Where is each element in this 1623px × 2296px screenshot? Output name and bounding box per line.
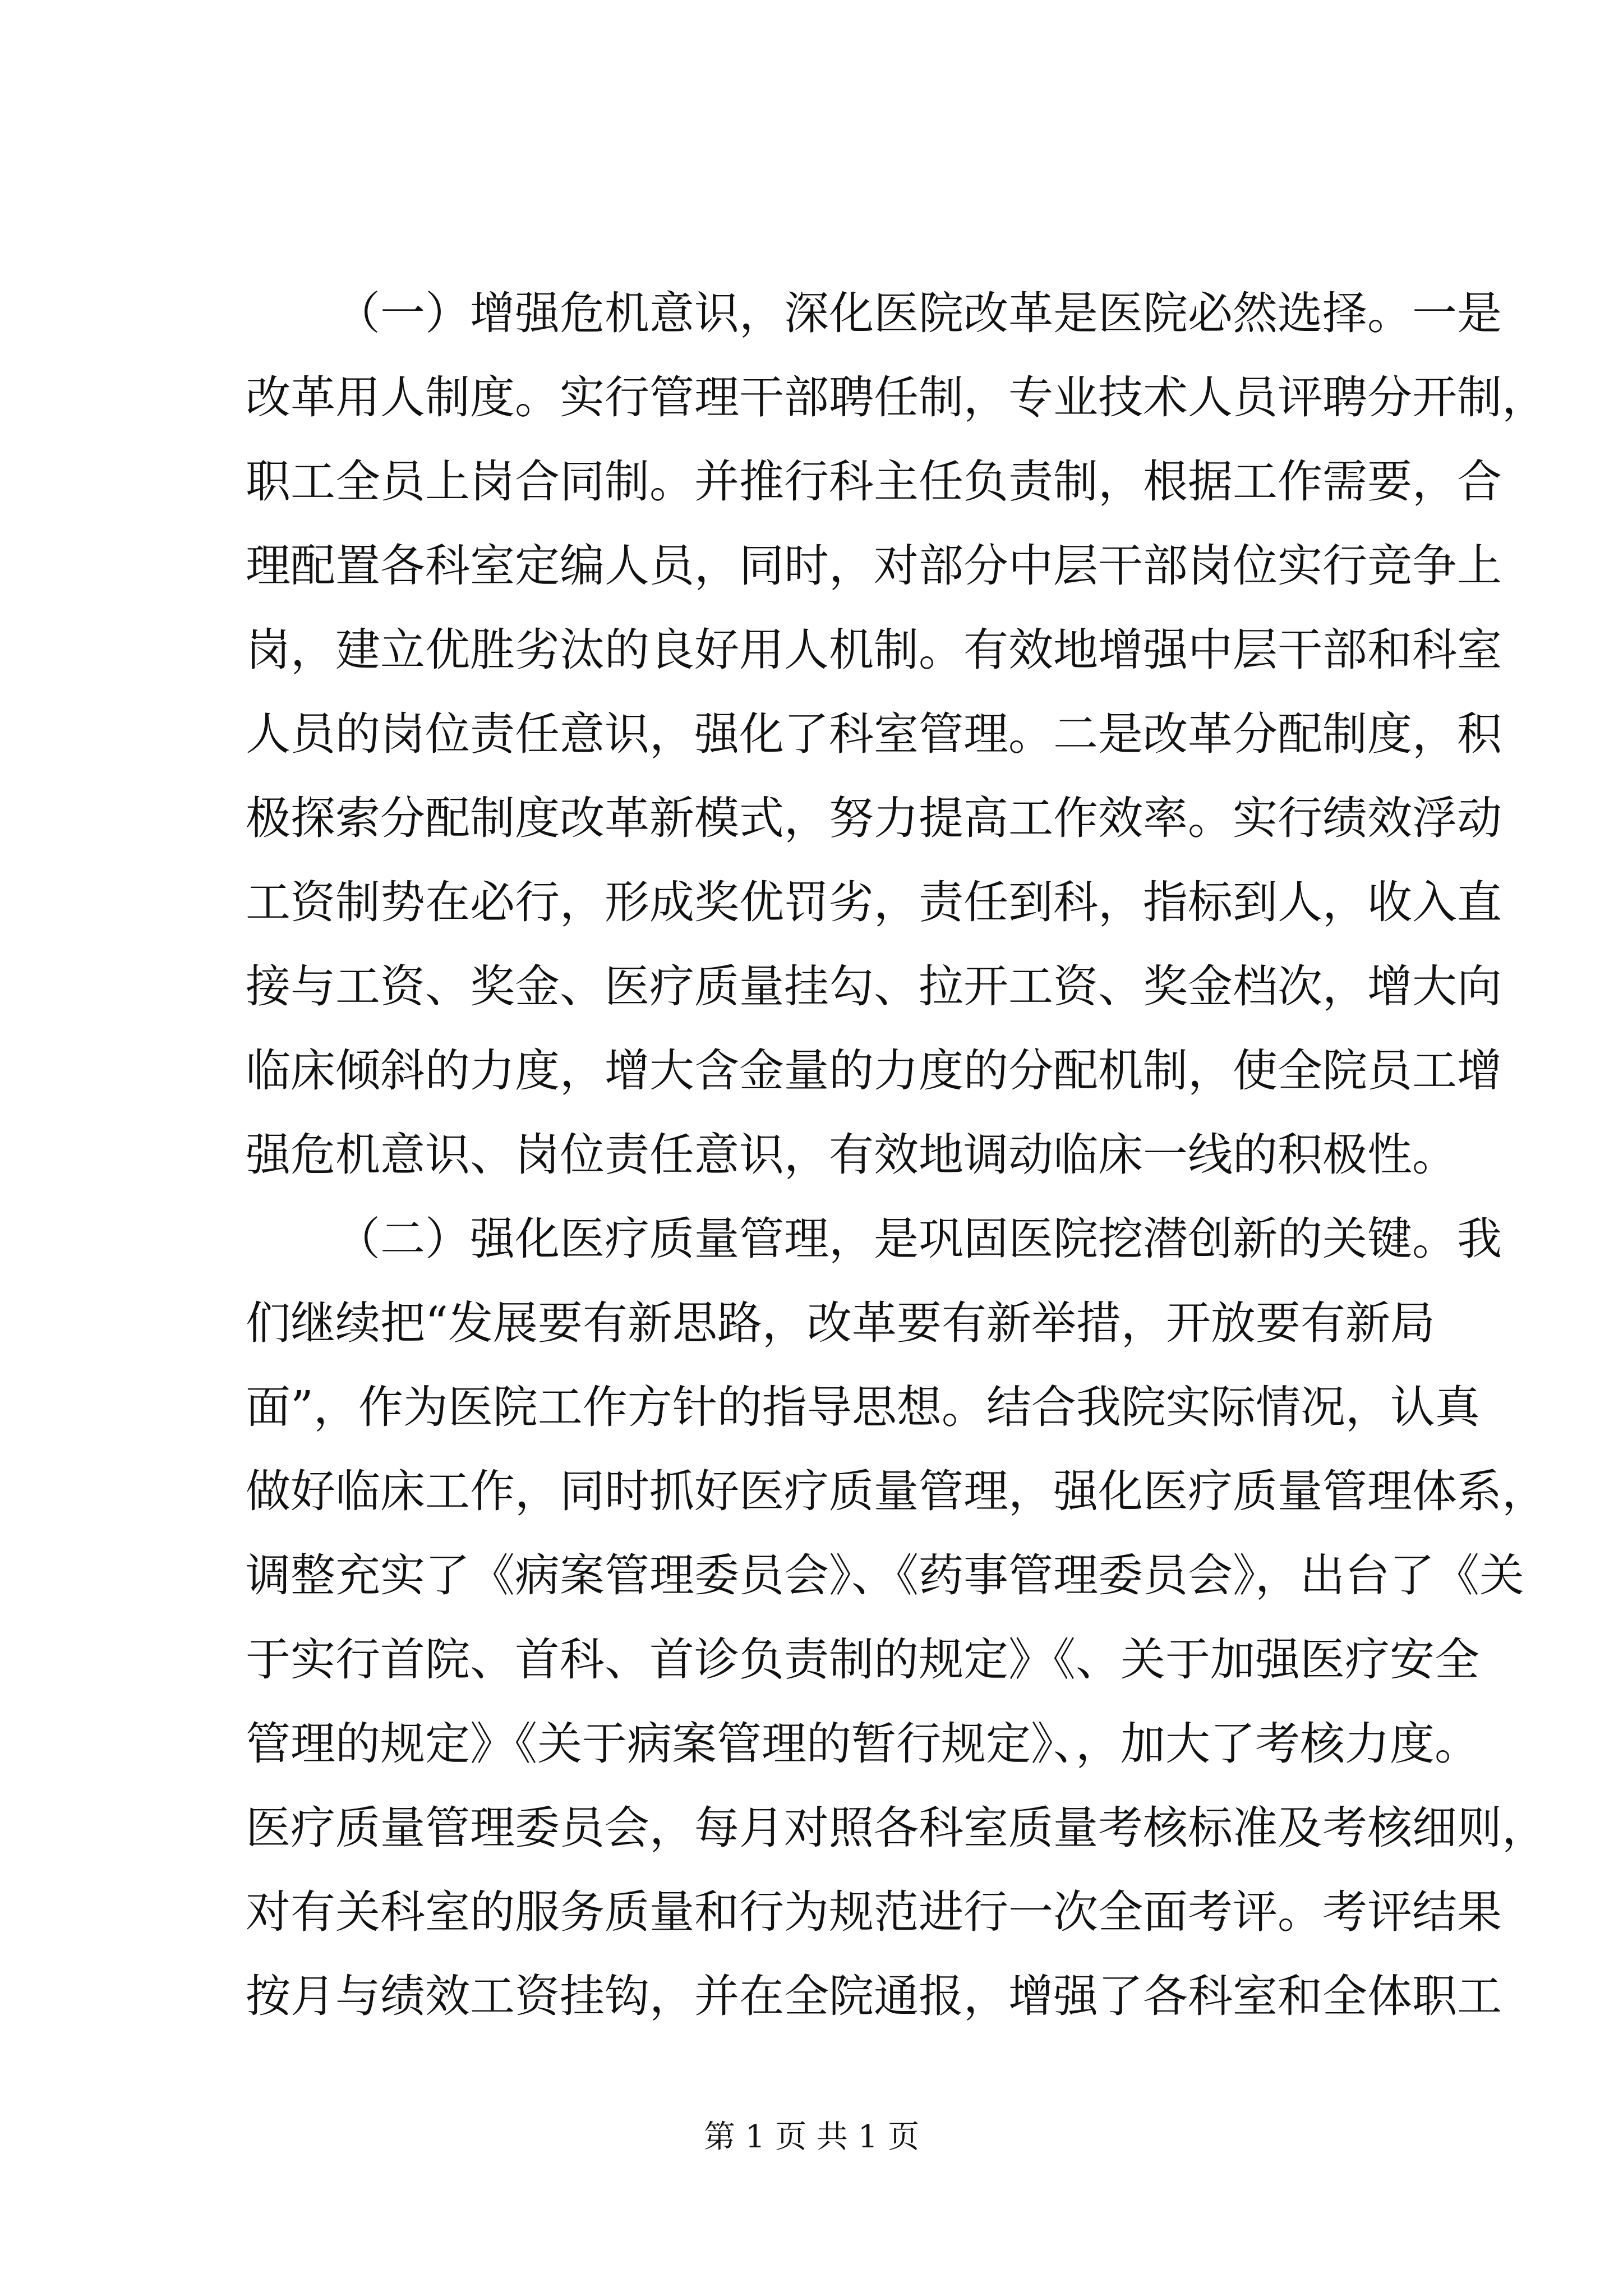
paragraph-1-line-2: 改革用人制度。实行管理干部聘任制，专业技术人员评聘分开制， (246, 371, 1547, 424)
page-footer (0, 2118, 1623, 2157)
paragraph-2-line-8: 医疗质量管理委员会，每月对照各科室质量考核标准及考核细则， (246, 1802, 1547, 1854)
paragraph-2-line-9: 对有关科室的服务质量和行为规范进行一次全面考评。考评结果 (246, 1886, 1502, 1938)
paragraph-1-line-5: 岗，建立优胜劣汰的良好用人机制。有效地增强中层干部和科室 (246, 624, 1502, 676)
paragraph-1-line-7: 极探索分配制度改革新模式，努力提高工作效率。实行绩效浮动 (246, 792, 1502, 844)
paragraph-2-line-1: （二）强化医疗质量管理，是巩固医院挖潜创新的关键。我 (335, 1213, 1502, 1265)
paragraph-2-line-2: 们继续把“发展要有新思路，改革要有新举措，开放要有新局 (246, 1297, 1435, 1349)
page-number-label: 第 1 页 共 1 页 (703, 2119, 920, 2155)
paragraph-2-line-7: 管理的规定》《关于病案管理的暂行规定》、，加大了考核力度。 (246, 1718, 1479, 1770)
paragraph-2-line-5: 调整充实了《病案管理委员会》、《药事管理委员会》，出台了《关 (246, 1549, 1524, 1602)
paragraph-1-line-8: 工资制势在必行，形成奖优罚劣，责任到科，指标到人，收入直 (246, 876, 1502, 928)
paragraph-2-line-3: 面”，作为医院工作方针的指导思想。结合我院实际情况，认真 (246, 1381, 1480, 1433)
paragraph-2-line-6: 于实行首院、首科、首诊负责制的规定》《、关于加强医疗安全 (246, 1634, 1479, 1686)
paragraph-1-line-6: 人员的岗位责任意识，强化了科室管理。二是改革分配制度，积 (246, 708, 1502, 760)
paragraph-1-line-10: 临床倾斜的力度，增大含金量的力度的分配机制，使全院员工增 (246, 1045, 1502, 1097)
paragraph-1-line-4: 理配置各科室定编人员，同时，对部分中层干部岗位实行竞争上 (246, 540, 1502, 592)
paragraph-2-line-4: 做好临床工作，同时抓好医疗质量管理，强化医疗质量管理体系， (246, 1465, 1547, 1517)
document-body (246, 272, 1547, 2039)
paragraph-2-line-10: 按月与绩效工资挂钩，并在全院通报，增强了各科室和全体职工 (246, 1970, 1502, 2022)
paragraph-1-line-11: 强危机意识、岗位责任意识，有效地调动临床一线的积极性。 (246, 1129, 1457, 1181)
paragraph-1-line-1: （一）增强危机意识，深化医院改革是医院必然选择。一是 (335, 287, 1502, 339)
paragraph-1-line-3: 职工全员上岗合同制。并推行科主任负责制，根据工作需要，合 (246, 455, 1502, 508)
paragraph-1-line-9: 接与工资、奖金、医疗质量挂勾、拉开工资、奖金档次，增大向 (246, 960, 1502, 1013)
